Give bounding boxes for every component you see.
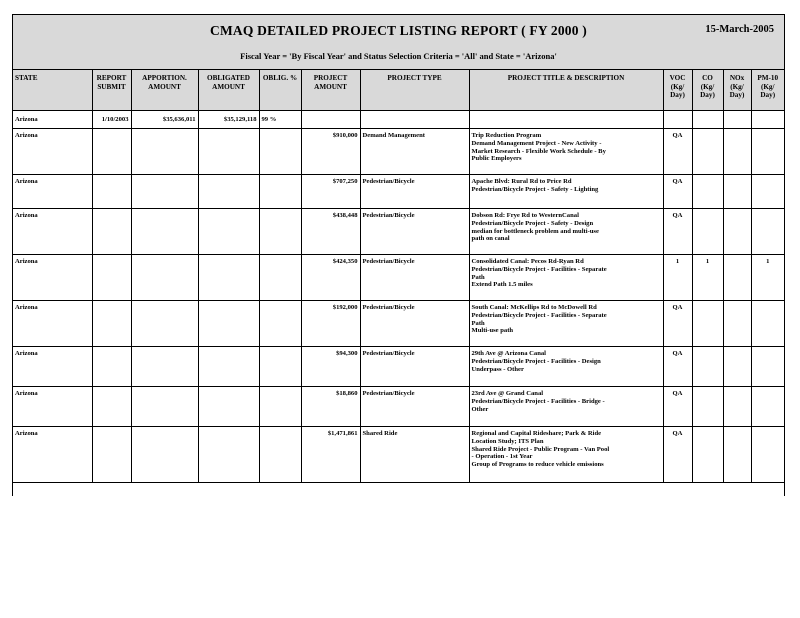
col-nox: NOx (Kg/ Day) (723, 70, 751, 111)
row-state: Arizona (13, 347, 92, 387)
row-project-type: Pedestrian/Bicycle (360, 347, 469, 387)
row-voc: QA (663, 129, 692, 175)
description-line: Path (471, 319, 485, 327)
row-project-type: Pedestrian/Bicycle (360, 175, 469, 209)
col-voc: VOC (Kg/ Day) (663, 70, 692, 111)
description-line: Group of Programs to reduce vehicle emissions (471, 461, 604, 469)
row-co: 1 (692, 255, 723, 301)
summary-state: Arizona (13, 111, 92, 129)
row-state: Arizona (13, 301, 92, 347)
description-line: Pedestrian/Bicycle Project - Facilities - Design (471, 357, 601, 365)
col-apportion-amount: APPORTION. AMOUNT (131, 70, 198, 111)
row-co (692, 129, 723, 175)
row-state: Arizona (13, 175, 92, 209)
description-line: Pedestrian/Bicycle Project - Facilities - Bridge - (471, 397, 605, 405)
row-title-description (469, 175, 663, 209)
row-project-amount: $18,860 (301, 387, 360, 427)
row-state: Arizona (13, 427, 92, 483)
row-project-type: Pedestrian/Bicycle (360, 209, 469, 255)
row-project-type: Pedestrian/Bicycle (360, 387, 469, 427)
row-pm10: 1 (751, 255, 784, 301)
table-body (13, 111, 784, 483)
description-line: Regional and Capital Rideshare; Park & Ride (471, 430, 602, 437)
row-state: Arizona (13, 209, 92, 255)
description-line: Multi-use path (471, 327, 514, 335)
description-line: Underpass - Other (471, 365, 524, 373)
col-title-description: PROJECT TITLE & DESCRIPTION (469, 70, 663, 111)
description-line: Pedestrian/Bicycle Project - Safety - Lighting (471, 185, 599, 193)
row-voc: QA (663, 175, 692, 209)
row-co (692, 387, 723, 427)
row-voc: QA (663, 427, 692, 483)
col-oblig-percent: OBLIG. % (259, 70, 301, 111)
row-project-type: Pedestrian/Bicycle (360, 255, 469, 301)
row-pm10 (751, 387, 784, 427)
row-nox (723, 301, 751, 347)
report-date: 15-March-2005 (705, 24, 774, 35)
description-line: Demand Management Project - New Activity - (471, 139, 602, 147)
description-line: Public Employers (471, 155, 522, 163)
row-voc: 1 (663, 255, 692, 301)
row-project-amount: $910,000 (301, 129, 360, 175)
row-project-amount: $707,250 (301, 175, 360, 209)
description-line: median for bottleneck problem and multi-use (471, 227, 599, 235)
row-state: Arizona (13, 387, 92, 427)
table-row (13, 301, 784, 347)
row-pm10 (751, 301, 784, 347)
row-pm10 (751, 347, 784, 387)
table-row (13, 427, 784, 483)
description-line: Path (471, 273, 485, 281)
project-table (13, 70, 784, 483)
description-line: Market Research - Flexible Work Schedule - By (471, 147, 606, 155)
description-line: Apache Blvd: Rural Rd to Price Rd (471, 178, 572, 185)
column-header-row (13, 70, 784, 111)
description-line: Other (471, 405, 489, 413)
row-title-description (469, 255, 663, 301)
row-voc: QA (663, 209, 692, 255)
row-nox (723, 387, 751, 427)
row-state: Arizona (13, 255, 92, 301)
row-project-amount: $94,300 (301, 347, 360, 387)
row-nox (723, 175, 751, 209)
description-line: Pedestrian/Bicycle Project - Facilities - Separate (471, 311, 607, 319)
row-co (692, 175, 723, 209)
row-project-type: Demand Management (360, 129, 469, 175)
col-project-type: PROJECT TYPE (360, 70, 469, 111)
summary-obligated: $35,129,118 (198, 111, 259, 129)
row-project-type: Shared Ride (360, 427, 469, 483)
table-row (13, 209, 784, 255)
table-row (13, 129, 784, 175)
row-nox (723, 427, 751, 483)
row-voc: QA (663, 387, 692, 427)
table-row (13, 255, 784, 301)
row-title-description (469, 347, 663, 387)
summary-oblig-percent: 99 % (259, 111, 301, 129)
row-co (692, 301, 723, 347)
description-line: - Operation - 1st Year (471, 453, 533, 461)
table-row (13, 387, 784, 427)
row-title-description (469, 301, 663, 347)
row-project-amount: $192,000 (301, 301, 360, 347)
row-co (692, 347, 723, 387)
col-project-amount: PROJECT AMOUNT (301, 70, 360, 111)
description-line: Pedestrian/Bicycle Project - Safety - Design (471, 219, 594, 227)
row-pm10 (751, 209, 784, 255)
row-state: Arizona (13, 129, 92, 175)
report-title: CMAQ DETAILED PROJECT LISTING REPORT ( FY 2000 ) (210, 23, 587, 38)
col-co: CO (Kg/ Day) (692, 70, 723, 111)
row-nox (723, 347, 751, 387)
summary-apportion: $35,636,011 (131, 111, 198, 129)
description-line: Pedestrian/Bicycle Project - Facilities - Separate (471, 265, 607, 273)
row-project-amount: $424,350 (301, 255, 360, 301)
report-header (13, 15, 784, 70)
table-row (13, 175, 784, 209)
row-project-amount: $1,471,861 (301, 427, 360, 483)
col-state: STATE (13, 70, 92, 111)
description-line: Location Study; ITS Plan (471, 437, 544, 445)
summary-report-submit: 1/10/2003 (92, 111, 131, 129)
row-co (692, 209, 723, 255)
selection-criteria: Fiscal Year = 'By Fiscal Year' and Status Selection Criteria = 'All' and State = 'Arizona' (240, 51, 557, 61)
description-line: path on canal (471, 235, 510, 243)
table-row (13, 347, 784, 387)
row-project-amount: $438,448 (301, 209, 360, 255)
row-pm10 (751, 129, 784, 175)
row-title-description (469, 209, 663, 255)
description-line: Dobson Rd: Frye Rd to WesternCanal (471, 212, 579, 219)
row-title-description (469, 427, 663, 483)
description-line: Consolidated Canal: Pecos Rd-Ryan Rd (471, 258, 584, 265)
summary-row (13, 111, 784, 129)
row-pm10 (751, 175, 784, 209)
row-voc: QA (663, 347, 692, 387)
row-voc: QA (663, 301, 692, 347)
row-nox (723, 255, 751, 301)
description-line: Shared Ride Project - Public Program - Van Pool (471, 445, 610, 453)
row-pm10 (751, 427, 784, 483)
description-line: Extend Path 1.5 miles (471, 281, 533, 289)
row-project-type: Pedestrian/Bicycle (360, 301, 469, 347)
report-page (12, 14, 785, 496)
row-nox (723, 209, 751, 255)
description-line: 23rd Ave @ Grand Canal (471, 390, 544, 397)
description-line: 29th Ave @ Arizona Canal (471, 350, 547, 357)
col-report-submit: REPORT SUBMIT (92, 70, 131, 111)
description-line: Trip Reduction Program (471, 132, 542, 139)
row-nox (723, 129, 751, 175)
col-obligated-amount: OBLIGATED AMOUNT (198, 70, 259, 111)
row-title-description (469, 129, 663, 175)
row-co (692, 427, 723, 483)
row-title-description (469, 387, 663, 427)
col-pm10: PM-10 (Kg/ Day) (751, 70, 784, 111)
description-line: South Canal: McKellips Rd to McDowell Rd (471, 304, 597, 311)
